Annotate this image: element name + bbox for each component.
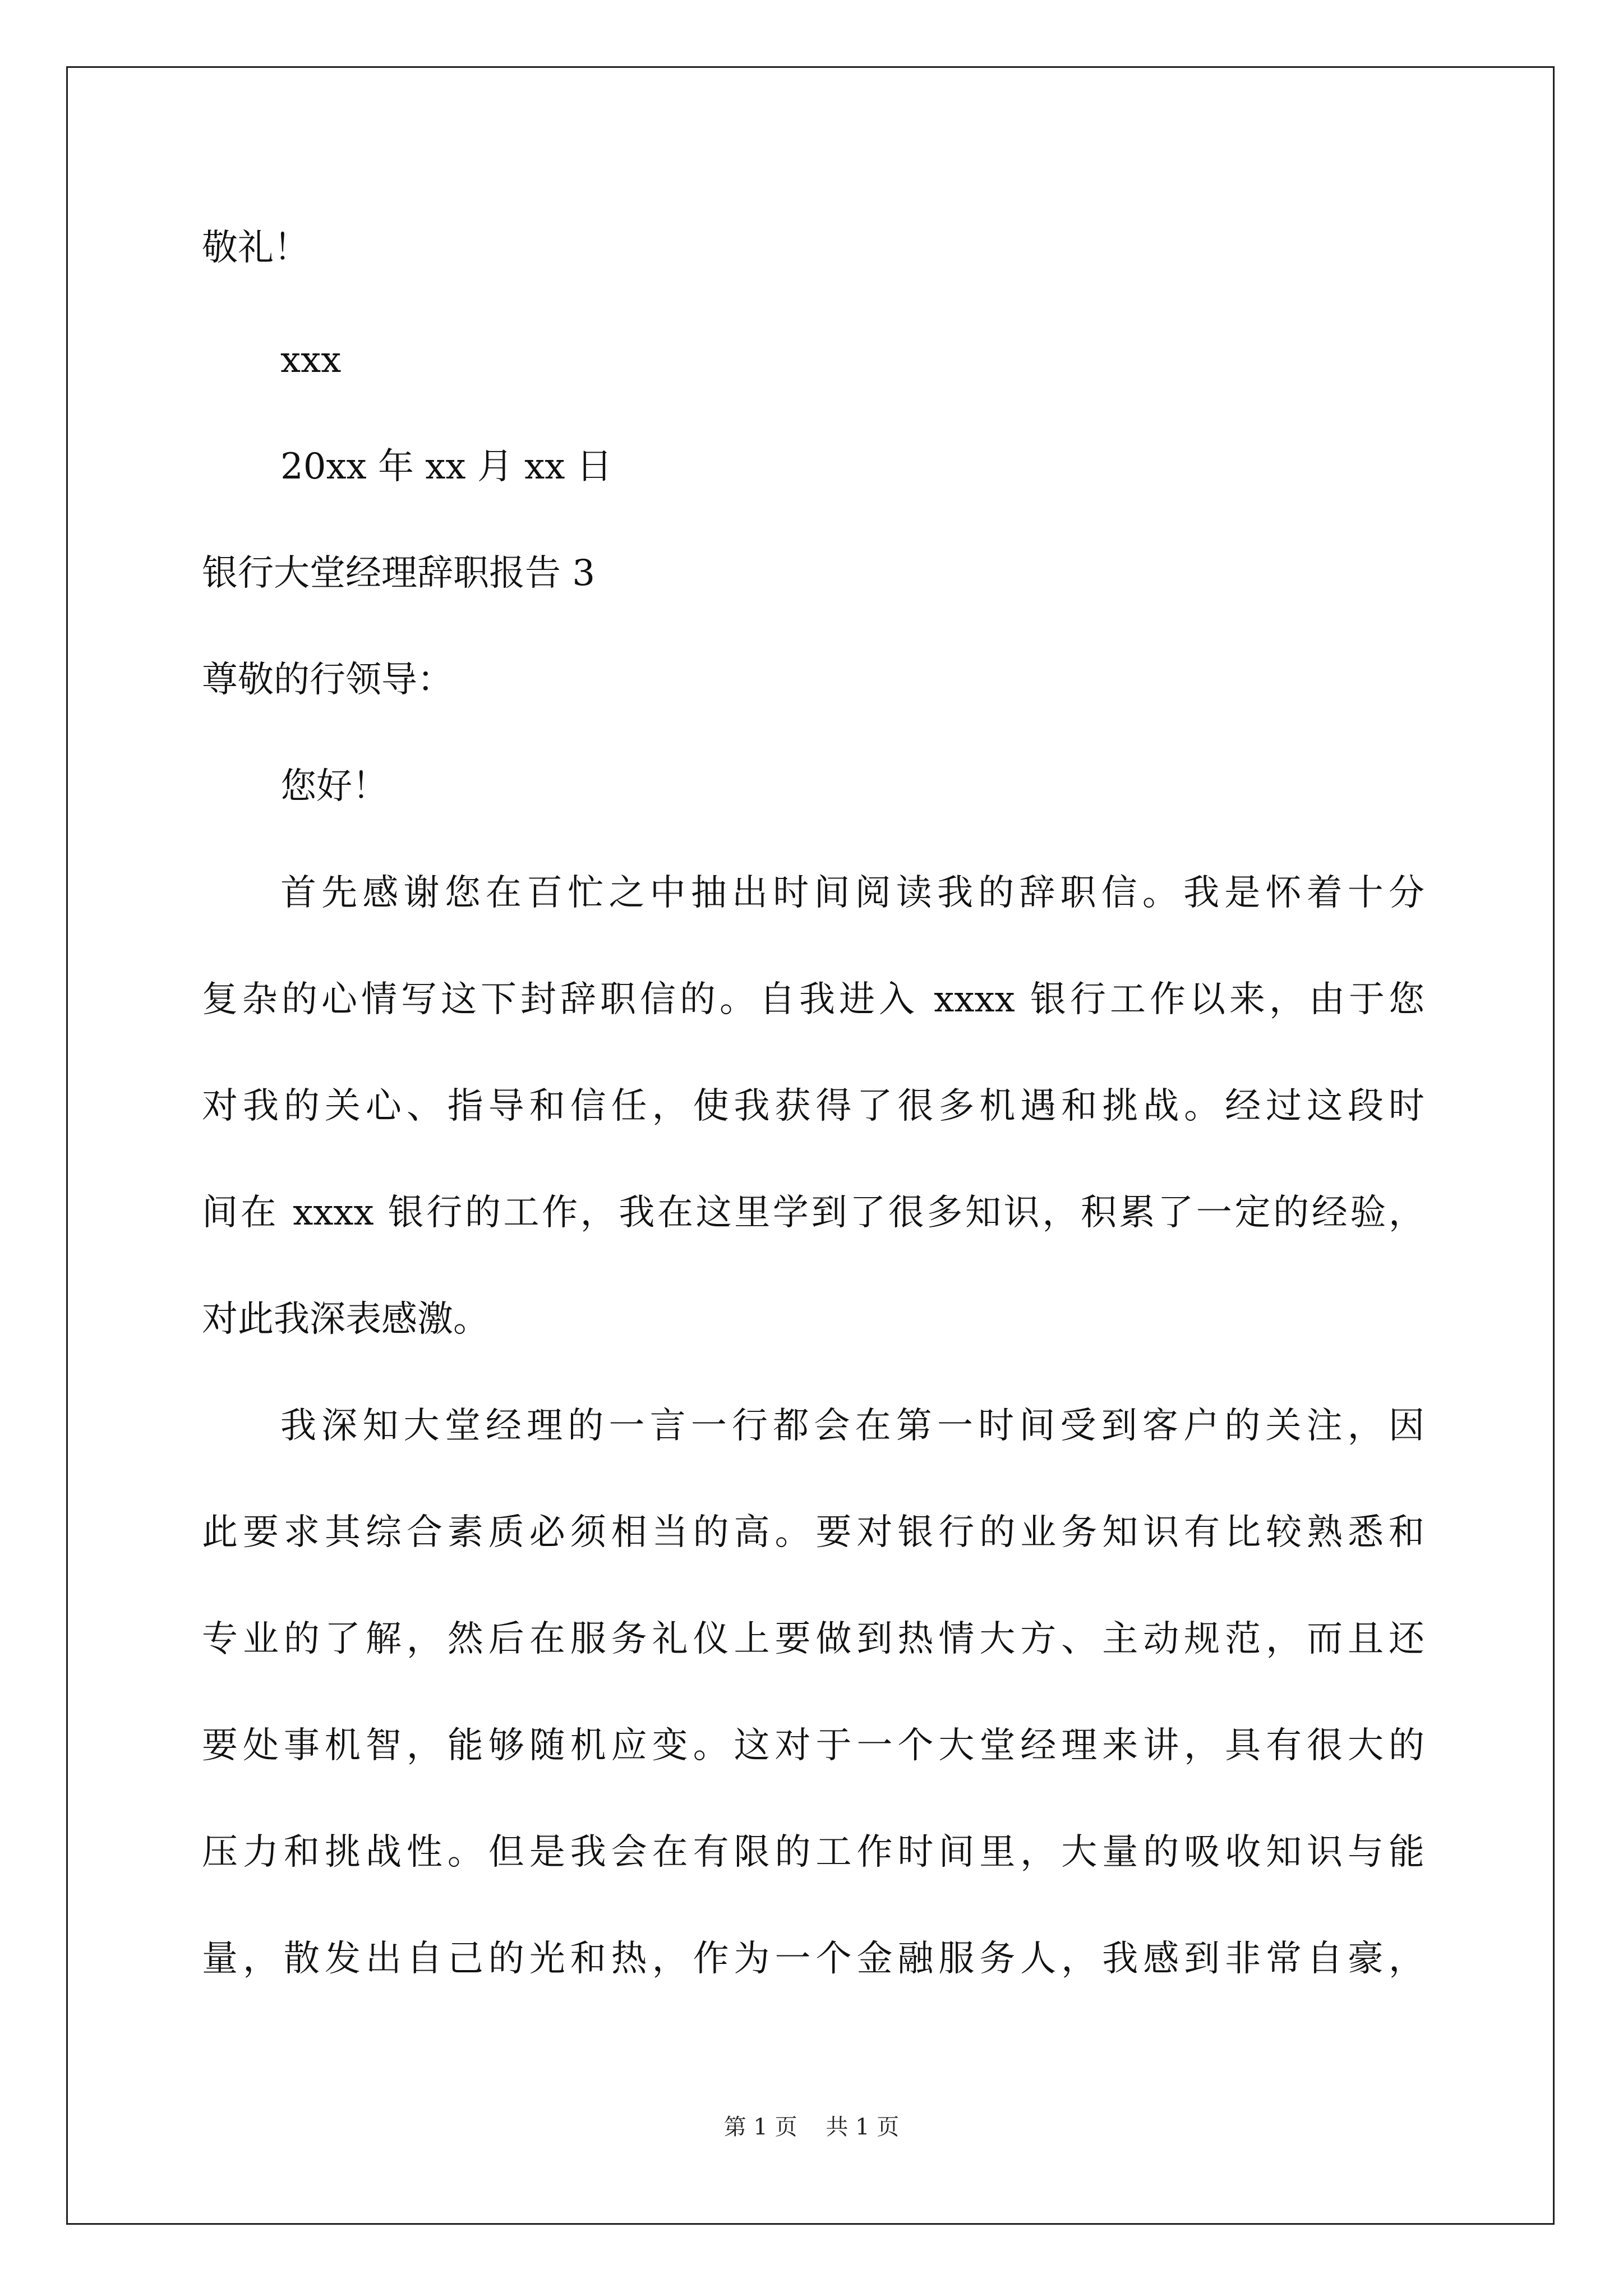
page-number-footer: 第 1 页 共 1 页: [723, 2114, 900, 2140]
paragraph-line: 专业的了解，然后在服务礼仪上要做到热情大方、主动规范，而且还: [202, 1618, 1424, 1660]
paragraph-line: 对此我深表感激。: [202, 1299, 489, 1340]
paragraph-line: 压力和挑战性。但是我会在有限的工作时间里，大量的吸收知识与能: [202, 1832, 1424, 1873]
paragraph-line: 此要求其综合素质必须相当的高。要对银行的业务知识有比较熟悉和: [202, 1512, 1424, 1553]
signature-name: xxx: [280, 339, 342, 381]
letter-date: 20xx 年 xx 月 xx 日: [280, 446, 612, 487]
section-heading: 银行大堂经理辞职报告 3: [202, 553, 596, 594]
paragraph-line: 首先感谢您在百忙之中抽出时间阅读我的辞职信。我是怀着十分: [280, 872, 1424, 914]
salutation: 尊敬的行领导：: [202, 659, 453, 701]
greeting: 您好！: [280, 766, 388, 807]
paragraph-line: 量，散发出自己的光和热，作为一个金融服务人，我感到非常自豪，: [202, 1938, 1424, 1980]
paragraph-line: 要处事机智，能够随机应变。这对于一个大堂经理来讲，具有很大的: [202, 1725, 1424, 1766]
paragraph-line: 复杂的心情写这下封辞职信的。自我进入 xxxx 银行工作以来，由于您: [202, 979, 1424, 1020]
paragraph-line: 我深知大堂经理的一言一行都会在第一时间受到客户的关注，因: [280, 1405, 1424, 1447]
closing-text: 敬礼！: [202, 227, 310, 269]
paragraph-line: 间在 xxxx 银行的工作，我在这里学到了很多知识，积累了一定的经验，: [202, 1192, 1424, 1234]
page-border: [66, 66, 1555, 2225]
paragraph-line: 对我的关心、指导和信任，使我获得了很多机遇和挑战。经过这段时: [202, 1085, 1424, 1127]
